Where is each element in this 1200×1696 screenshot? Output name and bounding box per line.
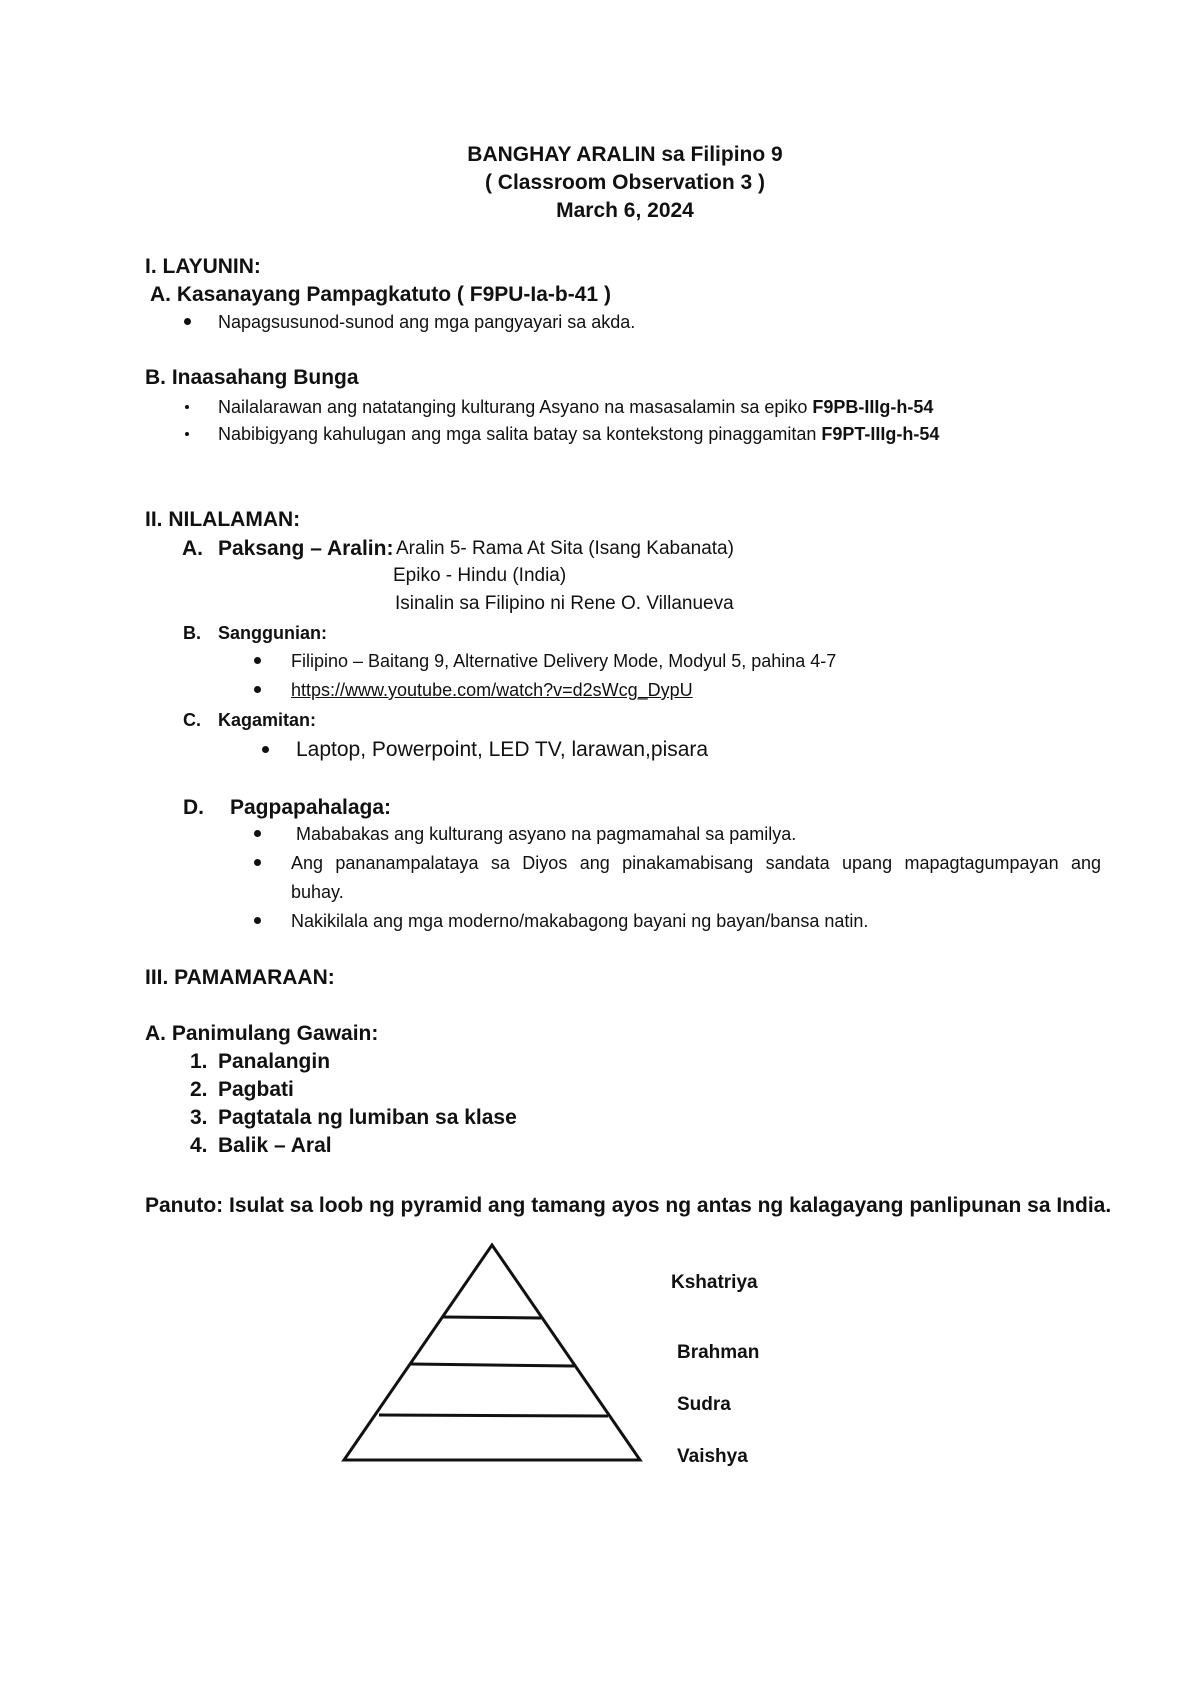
- paksang-aralin-line: Aralin 5- Rama At Sita (Isang Kabanata): [396, 538, 734, 559]
- inaasahang-bunga-heading: B. Inaasahang Bunga: [145, 366, 359, 389]
- panimulang-gawain-heading: A. Panimulang Gawain:: [145, 1022, 379, 1045]
- step-number: 1.: [190, 1050, 208, 1073]
- document-title: BANGHAY ARALIN sa Filipino 9: [467, 143, 783, 166]
- list-item: [218, 424, 939, 445]
- document-subtitle: ( Classroom Observation 3 ): [484, 171, 766, 194]
- pyramid-outline: [344, 1245, 640, 1460]
- step-item: [190, 1134, 332, 1158]
- bullet-icon: [185, 432, 189, 436]
- paksang-aralin-line: Isinalin sa Filipino ni Rene O. Villanueva: [395, 593, 734, 614]
- reference-link[interactable]: https://www.youtube.com/watch?v=d2sWcg_DypU: [291, 680, 693, 700]
- step-item: [190, 1078, 294, 1102]
- section-pamamaraan-heading: III. PAMAMARAAN:: [145, 966, 335, 989]
- list-item: [218, 397, 933, 418]
- list-item-text: Nabibigyang kahulugan ang mga salita batay sa kontekstong pinaggamitan: [218, 424, 822, 444]
- list-item-text: Nailalarawan ang natatanging kulturang Asyano na masasalamin sa epiko: [218, 397, 813, 417]
- step-number: 4.: [190, 1134, 208, 1157]
- paksang-aralin-letter: A.: [182, 537, 203, 560]
- pyramid-level-divider: [379, 1415, 608, 1416]
- pyramid-choice: Vaishya: [677, 1446, 748, 1467]
- step-number: 2.: [190, 1078, 208, 1101]
- pagpapahalaga-label: Pagpapahalaga:: [230, 796, 392, 819]
- step-label: Panalangin: [218, 1050, 331, 1073]
- bullet-icon: [184, 318, 191, 325]
- pyramid-choice: Kshatriya: [671, 1272, 758, 1293]
- sanggunian-letter: B.: [183, 623, 201, 643]
- paksang-aralin-line: Epiko - Hindu (India): [393, 565, 567, 586]
- bullet-icon: [262, 746, 269, 753]
- bullet-icon: [254, 859, 261, 866]
- step-label: Balik – Aral: [218, 1134, 332, 1157]
- kagamitan-letter: C.: [183, 710, 201, 730]
- document-date: March 6, 2024: [556, 199, 694, 222]
- bullet-icon: [185, 405, 189, 409]
- competency-code: F9PT-IIIg-h-54: [821, 424, 940, 444]
- values-item: Nakikilala ang mga moderno/makabagong bayani ng bayan/bansa natin.: [291, 911, 869, 931]
- pyramid-level-divider: [411, 1364, 574, 1366]
- bullet-icon: [254, 917, 261, 924]
- kasanayan-heading: A. Kasanayang Pampagkatuto ( F9PU-Ia-b-41 ): [150, 283, 611, 306]
- pyramid-choice: Brahman: [677, 1342, 760, 1363]
- pagpapahalaga-letter: D.: [183, 796, 204, 819]
- bullet-icon: [254, 686, 261, 693]
- section-layunin-heading: I. LAYUNIN:: [145, 255, 261, 278]
- pyramid-diagram: [330, 1240, 670, 1470]
- bullet-icon: [254, 657, 261, 664]
- paksang-aralin-label: Paksang – Aralin:: [218, 537, 394, 560]
- materials-item: Laptop, Powerpoint, LED TV, larawan,pisara: [296, 738, 709, 761]
- values-item: Mababakas ang kulturang asyano na pagmamahal sa pamilya.: [296, 824, 797, 844]
- list-item: Napagsusunod-sunod ang mga pangyayari sa akda.: [218, 312, 636, 332]
- pyramid-choice: Sudra: [677, 1394, 731, 1415]
- pyramid-level-divider: [443, 1317, 541, 1318]
- values-item-continuation: buhay.: [291, 882, 344, 902]
- step-item: [190, 1050, 330, 1074]
- step-label: Pagbati: [218, 1078, 294, 1101]
- values-item: Ang pananampalataya sa Diyos ang pinakamabisang sandata upang mapagtagumpayan ang: [291, 853, 1101, 873]
- step-item: [190, 1106, 517, 1130]
- sanggunian-label: Sanggunian:: [218, 623, 327, 643]
- kagamitan-label: Kagamitan:: [218, 710, 317, 730]
- bullet-icon: [254, 830, 261, 837]
- step-label: Pagtatala ng lumiban sa klase: [218, 1106, 517, 1129]
- panuto-instruction: Panuto: Isulat sa loob ng pyramid ang tamang ayos ng antas ng kalagayang panlipunan sa India.: [145, 1194, 1112, 1217]
- reference-item: Filipino – Baitang 9, Alternative Delivery Mode, Modyul 5, pahina 4-7: [291, 651, 837, 671]
- competency-code: F9PB-IIIg-h-54: [812, 397, 934, 417]
- step-number: 3.: [190, 1106, 208, 1129]
- section-nilalaman-heading: II. NILALAMAN:: [145, 508, 301, 531]
